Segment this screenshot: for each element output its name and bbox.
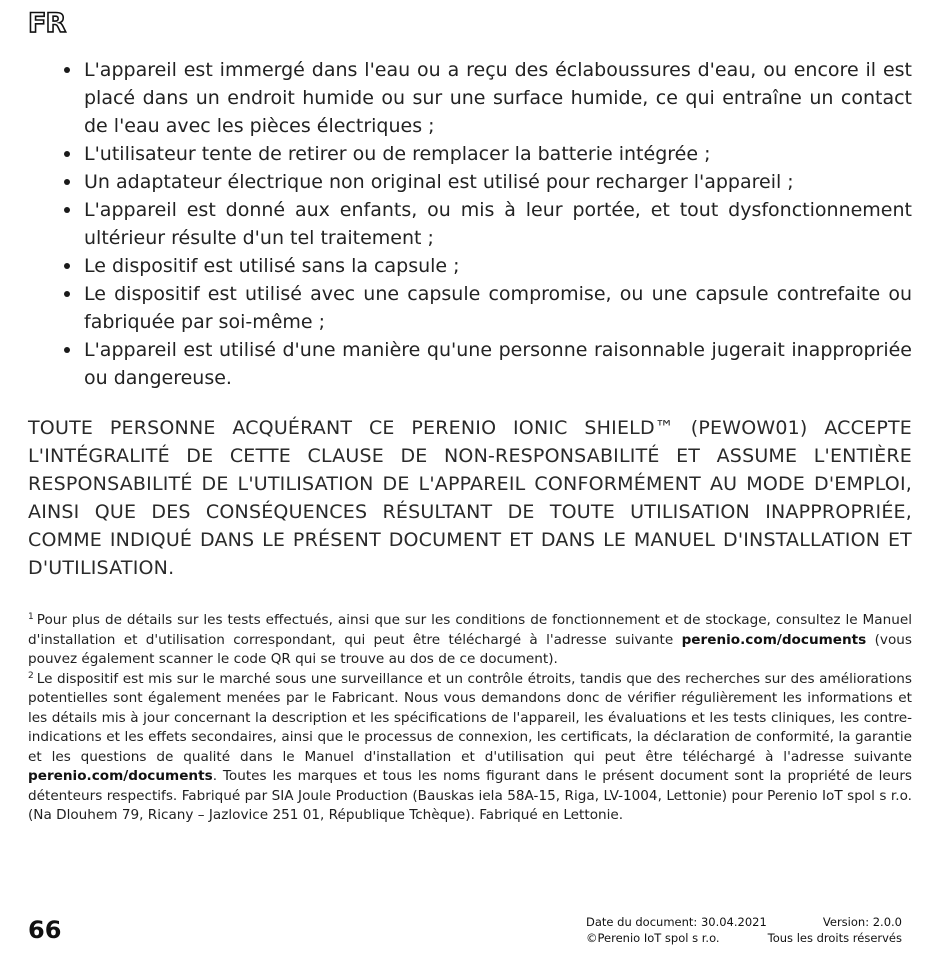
footnote-1 [28, 611, 912, 670]
footnote-text: Le dispositif est mis sur le marché sous une surveillance et un contrôle étroits, tandis que des recherches sur des améliorations potentielles sont également menées par le Fabricant. Nous vous demandons donc de vérifier régulièrement les informations et les détails mis à jour concernant la description et les spécifications de l'appareil, les évaluations et les tests cliniques, les contre-indications et les effets secondaires, ainsi que le processus de connexion, les certificats, la déclaration de conformité, la garantie et les questions de qualité dans le Manuel d'installation et d'utilisation qui peut être téléchargé à l'adresse suivante [28, 670, 912, 765]
document-date: Date du document: 30.04.2021 [586, 915, 767, 929]
disclaimer-paragraph: TOUTE PERSONNE ACQUÉRANT CE PERENIO IONIC SHIELD™ (PEWOW01) ACCEPTE L'INTÉGRALITÉ DE CETTE CLAUSE DE NON-RESPONSABILITÉ ET ASSUME L'ENTIÈRE RESPONSABILITÉ DE L'UTILISATION DE L'APPAREIL CONFORMÉMENT AU MODE D'EMPLOI, AINSI QUE DES CONSÉQUENCES RÉSULTANT DE TOUTE UTILISATION INAPPROPRIÉE, COMME INDIQUÉ DANS LE PRÉSENT DOCUMENT ET DANS LE MANUEL D'INSTALLATION ET D'UTILISATION. [28, 417, 912, 579]
footnote-text: . Toutes les marques et tous les noms figurant dans le présent document sont la propriété de leurs détenteurs respectifs. Fabriqué par SIA Joule Production (Bauskas iela 58A-15, Riga, LV-1004, Lettonie) pour Perenio IoT spol s r.o. (Na Dlouhem 79, Ricany – Jazlovice 251 01, République Tchèque). Fabriqué en Lettonie. [28, 768, 912, 823]
footnote-marker: 2 [28, 670, 34, 681]
copyright-notice: ©Perenio IoT spol s r.o. [586, 931, 720, 945]
documents-link[interactable]: perenio.com/documents [681, 631, 867, 648]
footnotes [28, 611, 912, 826]
condition-item: L'appareil est immergé dans l'eau ou a reçu des éclaboussures d'eau, ou encore il est placé dans un endroit humide ou sur une surface humide, ce qui entraîne un contact de l'eau avec les pièces électriques ; [84, 56, 912, 140]
document-meta-row [586, 914, 902, 930]
condition-item: Le dispositif est utilisé avec une capsule compromise, ou une capsule contrefaite ou fabriquée par soi-même ; [84, 280, 912, 336]
page-number: 66 [28, 916, 62, 944]
footnote-text: (vous pouvez également scanner le code QR qui se trouve au dos de ce document). [28, 631, 912, 667]
condition-item: L'appareil est utilisé d'une manière qu'une personne raisonnable jugerait inappropriée ou dangereuse. [84, 336, 912, 392]
documents-link[interactable]: perenio.com/documents [28, 768, 213, 784]
footnote-text: Pour plus de détails sur les tests effectués, ainsi que sur les conditions de fonctionnement et de stockage, consultez le Manuel d'installation et d'utilisation correspondant, qui peut être téléchargé à l'adresse suivante [28, 612, 912, 648]
condition-item: L'utilisateur tente de retirer ou de remplacer la batterie intégrée ; [84, 140, 912, 168]
condition-item: Un adaptateur électrique non original est utilisé pour recharger l'appareil ; [84, 168, 912, 196]
footnote-2 [28, 670, 912, 826]
language-badge: FR [28, 8, 66, 39]
document-version: Version: 2.0.0 [822, 915, 902, 929]
condition-item: L'appareil est donné aux enfants, ou mis à leur portée, et tout dysfonctionnement ultérieur résulte d'un tel traitement ; [84, 196, 912, 252]
document-meta [586, 914, 902, 946]
footnote-marker: 1 [28, 612, 34, 622]
condition-item: Le dispositif est utilisé sans la capsule ; [84, 252, 912, 280]
document-meta-row [586, 930, 902, 946]
conditions-list [28, 56, 912, 392]
rights-notice: Tous les droits réservés [767, 931, 902, 945]
